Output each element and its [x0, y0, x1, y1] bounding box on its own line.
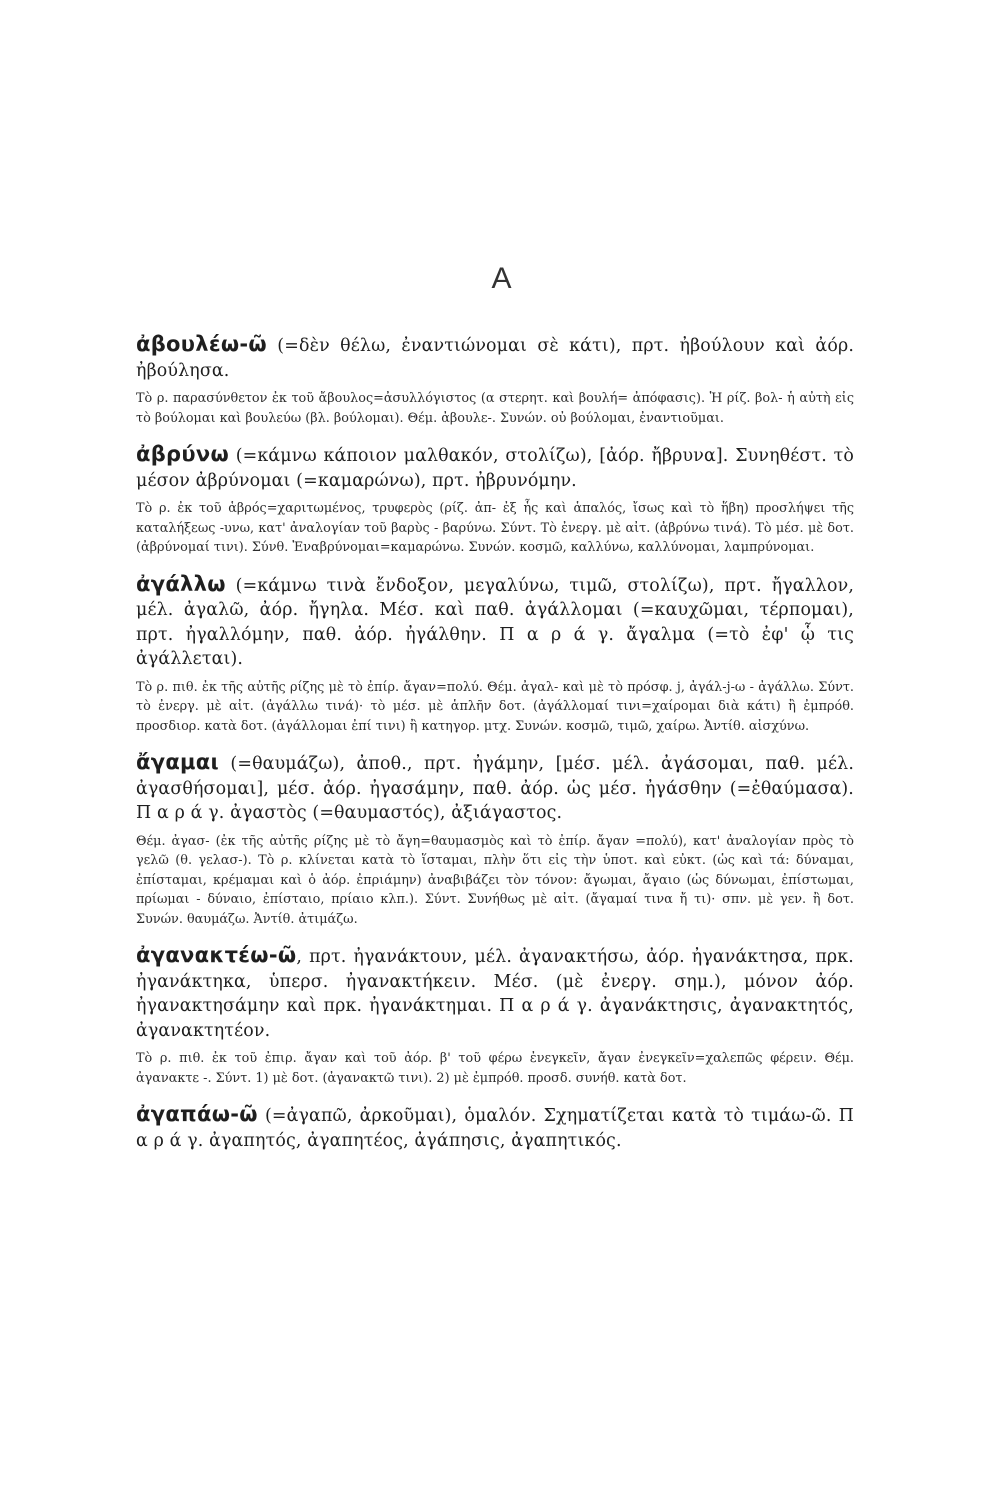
entry-note: Τὸ ρ. πιθ. ἐκ τῆς αὐτῆς ρίζης μὲ τὸ ἐπίρ. ἄγαν=πολύ. Θέμ. ἀγαλ- καὶ μὲ τὸ πρόσφ. j, ἀγάλ-j-ω - ἀγάλλω. Σύντ. τὸ ἐνεργ. μὲ αἰτ. (ἀγάλλω τινά)· τὸ μέσ. μὲ ἁπλῆν δοτ. (ἀγάλλομαί τινι=χαίρομαι διὰ κάτι) ἢ ἐμπρόθ. προσδιορ. κατὰ δοτ. (ἀγάλλομαι ἐπί τινι) ἢ κατηγορ. μτχ. Συνών. κοσμῶ, τιμῶ, χαίρω. Ἀντίθ. αἰσχύνω.	[136, 679, 854, 734]
entry-main	[136, 750, 854, 826]
entry-headword: ἀγανακτέω-ῶ	[136, 943, 297, 967]
entry-headword: ἀγάλλω	[136, 571, 226, 596]
entry-definition: (=ἀγαπῶ, ἀρκοῦμαι), ὁμαλόν. Σχηματίζεται κατὰ τὸ τιμάω-ῶ. Π α ρ ά γ. ἀγαπητός, ἀγαπητέος, ἀγάπησις, ἀγαπητικός.	[136, 1106, 854, 1151]
entry-main	[136, 572, 854, 672]
entry-definition: (=κάμνω κάποιον μαλθακόν, στολίζω), [ἀόρ. ἤβρυνα]. Συνηθέστ. τὸ μέσον ἀβρύνομαι (=καμαρώνω), πρτ. ἠβρυνόμην.	[136, 446, 854, 491]
entry-definition: (=κάμνω τινὰ ἔνδοξον, μεγαλύνω, τιμῶ, στολίζω), πρτ. ἤγαλλον, μέλ. ἀγαλῶ, ἀόρ. ἤγηλα. Μέσ. καὶ παθ. ἀγάλλομαι (=καυχῶμαι, τέρπομαι), πρτ. ἠγαλλόμην, παθ. ἀόρ. ἠγάλθην. Π α ρ ά γ. ἄγαλμα (=τὸ ἐφ' ᾧ τις ἀγάλλεται).	[136, 575, 854, 669]
dictionary-entry	[136, 1102, 854, 1153]
entry-headword: ἀβουλέω-ῶ	[136, 332, 267, 356]
dictionary-entry	[136, 572, 854, 737]
entry-note: Τὸ ρ. ἐκ τοῦ ἁβρός=χαριτωμένος, τρυφερὸς (ρίζ. ἀπ- ἐξ ἧς καὶ ἁπαλός, ἴσως καὶ τὸ ἥβη) προσλήψει τῆς καταλήξεως -υνω, κατ' ἀναλογίαν τοῦ βαρὺς - βαρύνω. Σύντ. Τὸ ἐνεργ. μὲ αἰτ. (ἀβρύνω τινά). Τὸ μέσ. μὲ δοτ. (ἀβρύνομαί τινι). Σύνθ. Ἐναβρύνομαι=καμαρώνω. Συνών. κοσμῶ, καλλύνω, καλλύνομαι, λαμπρύνομαι.	[136, 501, 854, 555]
entry-definition: , πρτ. ἠγανάκτουν, μέλ. ἀγανακτήσω, ἀόρ. ἠγανάκτησα, πρκ. ἠγανάκτηκα, ὑπερσ. ἠγανακτήκειν. Μέσ. (μὲ ἐνεργ. σημ.), μόνον ἀόρ. ἠγανακτησάμην καὶ πρκ. ἠγανάκτημαι. Π α ρ ά γ. ἀγανάκτησις, ἀγανακτητός, ἀγανακτητέον.	[136, 947, 854, 1041]
entry-main	[136, 1102, 854, 1153]
dictionary-entry	[136, 332, 854, 428]
entries-list	[136, 270, 854, 1153]
section-letter: A	[491, 262, 513, 295]
dictionary-entry	[136, 442, 854, 558]
entry-main	[136, 332, 854, 383]
entry-main	[136, 943, 854, 1043]
entry-note: Θέμ. ἀγασ- (ἐκ τῆς αὐτῆς ρίζης μὲ τὸ ἄγη=θαυμασμὸς καὶ τὸ ἐπίρ. ἄγαν =πολύ), κατ' ἀναλογίαν πρὸς τὸ γελῶ (θ. γελασ-). Τὸ ρ. κλίνεται κατὰ τὸ ἵσταμαι, πλὴν ὅτι εἰς τὴν ὑποτ. καὶ εὐκτ. (ὡς καὶ τά: δύναμαι, ἐπίσταμαι, κρέμαμαι καὶ ὁ ἀόρ. ἐπριάμην) ἀναβιβάζει τὸν τόνον: ἄγωμαι, ἄγαιο (ὡς δύνωμαι, ἐπίστωμαι, πρίωμαι - δύναιο, ἐπίσταιο, πρίαιο κλπ.). Σύντ. Συνήθως μὲ αἰτ. (ἄγαμαί τινα ἤ τι)· σπν. μὲ γεν. ἢ δοτ. Συνών. θαυμάζω. Ἀντίθ. ἀτιμάζω.	[136, 833, 854, 927]
entry-definition: (=θαυμάζω), ἀποθ., πρτ. ἠγάμην, [μέσ. μέλ. ἀγάσομαι, παθ. μέλ. ἀγασθήσομαι], μέσ. ἀόρ. ἠγασάμην, παθ. ἀόρ. ὡς μέσ. ἠγάσθην (=ἐθαύμασα). Π α ρ ά γ. ἀγαστὸς (=θαυμαστός), ἀξιάγαστος.	[136, 754, 854, 823]
entry-main	[136, 442, 854, 493]
dictionary-entry	[136, 750, 854, 929]
dictionary-entry	[136, 943, 854, 1088]
entry-definition: (=δὲν θέλω, ἐναντιώνομαι σὲ κάτι), πρτ. ἠβούλουν καὶ ἀόρ. ἠβούλησα.	[136, 336, 854, 381]
entry-note: Τὸ ρ. παρασύνθετον ἐκ τοῦ ἄβουλος=ἀσυλλόγιστος (α στερητ. καὶ βουλή= ἀπόφασις). Ἡ ρίζ. βολ- ἡ αὐτὴ εἰς τὸ βούλομαι καὶ βουλεύω (βλ. βούλομαι). Θέμ. ἀβουλε-. Συνών. οὐ βούλομαι, ἐναντιοῦμαι.	[136, 391, 854, 426]
entry-note: Τὸ ρ. πιθ. ἐκ τοῦ ἐπιρ. ἄγαν καὶ τοῦ ἀόρ. β' τοῦ φέρω ἐνεγκεῖν, ἄγαν ἐνεγκεῖν=χαλεπῶς φέρειν. Θέμ. ἀγανακτε -. Σύντ. 1) μὲ δοτ. (ἀγανακτῶ τινι). 2) μὲ ἐμπρόθ. προσδ. συνήθ. κατὰ δοτ.	[136, 1051, 854, 1086]
entry-headword: ἄγαμαι	[136, 750, 220, 774]
entry-headword: ἀβρύνω	[136, 442, 230, 466]
entry-headword: ἀγαπάω-ῶ	[136, 1102, 258, 1126]
